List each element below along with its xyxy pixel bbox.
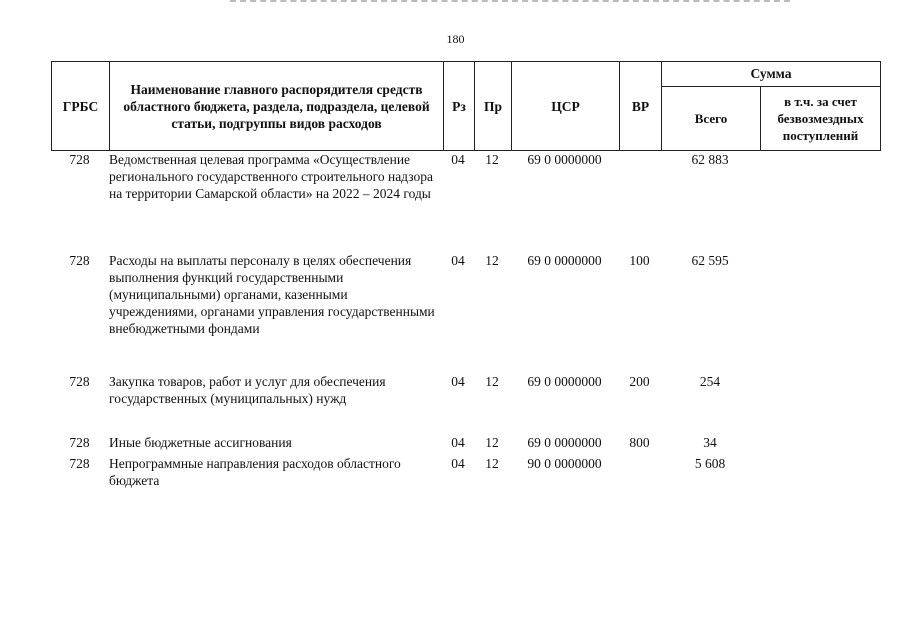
cell-pr: 12 (485, 152, 499, 167)
cell-vr: 800 (629, 435, 650, 450)
scan-artifact (230, 0, 790, 6)
cell-grbs: 728 (69, 456, 90, 471)
cell-vr: 200 (629, 374, 650, 389)
cell-rz: 04 (451, 374, 465, 389)
cell-grbs: 728 (69, 152, 90, 167)
cell-csr: 69 0 0000000 (527, 253, 602, 268)
cell-grbs: 728 (69, 253, 90, 268)
header-name: Наименование главного распорядителя средств областного бюджета, раздела, подраздела, целевой статьи, подгруппы видов расходов (109, 62, 443, 150)
cell-rz: 04 (451, 152, 465, 167)
cell-name: Расходы на выплаты персоналу в целях обеспечения выполнения функций государственными (муниципальными) органами, казенными учреждениями, органами управления государственными внебюджетными фондами (109, 253, 435, 336)
cell-total: 62 595 (691, 253, 729, 268)
header-grbs: ГРБС (51, 62, 109, 150)
cell-total: 254 (699, 374, 721, 389)
cell-rz: 04 (451, 435, 465, 450)
column-divider (760, 149, 761, 151)
cell-pr: 12 (485, 253, 499, 268)
cell-grbs: 728 (69, 435, 90, 450)
cell-grbs: 728 (69, 374, 90, 389)
header-vr: ВР (619, 62, 661, 150)
cell-name: Закупка товаров, работ и услуг для обеспечения государственных (муниципальных) нужд (109, 374, 386, 406)
cell-csr: 69 0 0000000 (527, 435, 602, 450)
cell-total: 5 608 (694, 456, 726, 471)
table-header (51, 61, 881, 151)
cell-rz: 04 (451, 456, 465, 471)
cell-name: Иные бюджетные ассигнования (109, 435, 292, 450)
header-csr: ЦСР (511, 62, 619, 150)
cell-vr: 100 (629, 253, 650, 268)
page-number: 180 (446, 32, 465, 46)
header-free-receipts: в т.ч. за счет безвозмездных поступлений (760, 87, 881, 150)
cell-name: Ведомственная целевая программа «Осуществление регионального государственного строительного надзора на территории Самарской области» на 2022 – 2024 годы (109, 152, 433, 201)
cell-total: 62 883 (691, 152, 729, 167)
cell-pr: 12 (485, 374, 499, 389)
cell-name: Непрограммные направления расходов областного бюджета (109, 456, 401, 488)
cell-csr: 69 0 0000000 (527, 152, 602, 167)
header-total: Всего (661, 87, 760, 150)
header-pr: Пр (474, 62, 511, 150)
header-rz: Рз (443, 62, 474, 150)
column-divider (619, 149, 620, 151)
cell-pr: 12 (485, 435, 499, 450)
cell-csr: 69 0 0000000 (527, 374, 602, 389)
cell-total: 34 (703, 435, 717, 450)
cell-rz: 04 (451, 253, 465, 268)
cell-csr: 90 0 0000000 (527, 456, 602, 471)
header-sum: Сумма (661, 62, 881, 87)
cell-pr: 12 (485, 456, 499, 471)
